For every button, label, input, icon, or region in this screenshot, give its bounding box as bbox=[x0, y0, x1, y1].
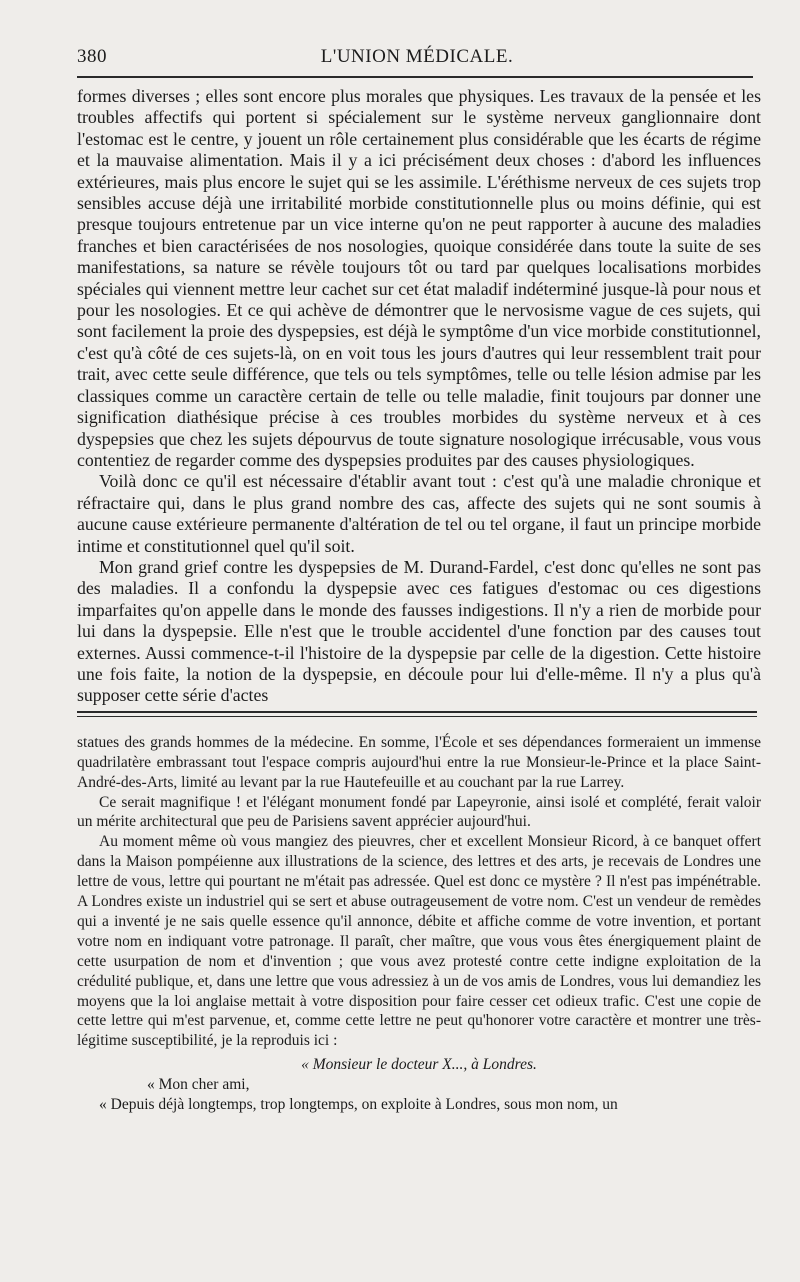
footnote-separator-rule bbox=[77, 711, 757, 717]
main-text bbox=[77, 86, 761, 707]
running-title: L'UNION MÉDICALE. bbox=[320, 46, 514, 67]
letter-body: « Depuis déjà longtemps, trop longtemps, on exploite à Londres, sous mon nom, un bbox=[99, 1096, 618, 1114]
main-paragraph: Mon grand grief contre les dyspepsies de M. Durand-Fardel, c'est donc qu'elles ne sont pas des maladies. Il a confondu la dyspepsie avec ces fatigues d'estomac ou ces digestions imparfaites qu'on appelle dans le monde des fausses indigestions. Il n'y a rien de morbide pour lui dans la dyspepsie. Elle n'est que le trouble accidentel d'une fonction par des causes tout externes. Aussi commence-t-il l'histoire de la dyspepsie par celle de la digestion. Cette histoire une fois faite, la notion de la dyspepsie, en découle pour lui d'elle-même. Il n'y a plus qu'à supposer cette série d'actes bbox=[77, 556, 761, 706]
footnote-text bbox=[77, 733, 761, 1115]
page-number: 380 bbox=[77, 46, 107, 67]
letter-address: « Monsieur le docteur X..., à Londres. bbox=[301, 1056, 537, 1074]
footnote-paragraph: Ce serait magnifique ! et l'élégant monument fondé par Lapeyronie, ainsi isolé et complété, ferait valoir un mérite architectural que peu de Parisiens savent apprécier aujourd'hui. bbox=[77, 793, 761, 831]
main-paragraph: formes diverses ; elles sont encore plus morales que physiques. Les travaux de la pensée et les troubles affectifs qui portent si spécialement sur le système nerveux ganglionnaire dont l'estomac est le centre, y jouent un rôle certainement plus considérable que les écarts de régime et la mauvaise alimentation. Mais il y a ici précisément deux choses : d'abord les influences extérieures, mais plus encore le sujet qui se les assimile. L'éréthisme nerveux de ces sujets trop sensibles accuse déjà une irritabilité morbide constitutionnelle plus ou moins définie, qui est presque toujours entretenue par un vice interne qu'on ne peut rapporter à aucune des maladies franches et bien caractérisées de nos nosologies, quoique considérée dans toute la suite de ses manifestations, sa nature se révèle toujours tôt ou tard par quelques localisations morbides spéciales qui viennent mettre leur cachet sur cet état maladif indéterminé jusque-là pour nous et pour les nosologies. Et ce qui achève de démontrer que le nervosisme vague de ces sujets, qui sont facilement la proie des dyspepsies, est déjà le symptôme d'un vice morbide constitutionnel, c'est qu'à côté de ces sujets-là, on en voit tous les jours d'autres qui leur ressemblent trait pour trait, avec cette seule différence, que tels ou tels symptômes, telle ou telle lésion admise par les classiques comme un caractère certain de telle ou telle maladie, finit toujours par donner une signification diathésique précise à ces troubles morbides du système nerveux et à ces dyspepsies que chez les sujets dépourvus de toute signature nosologique irrécusable, vous vous contentiez de regarder comme des dyspepsies produites par des causes physiologiques. bbox=[77, 86, 761, 470]
main-paragraph: Voilà donc ce qu'il est nécessaire d'établir avant tout : c'est qu'à une maladie chronique et réfractaire qui, dans le plus grand nombre des cas, affecte des sujets qui ne sont soumis à aucune cause extérieure permanente d'altération de tel ou tel organe, il faut un principe morbide intime et constitutionnel quel qu'il soit. bbox=[77, 471, 761, 556]
header-rule bbox=[77, 76, 753, 78]
footnote-paragraph: statues des grands hommes de la médecine. En somme, l'École et ses dépendances formeraient un immense quadrilatère embrassant tout l'espace compris aujourd'hui entre la rue Monsieur-le-Prince et la place Saint-André-des-Arts, limité au levant par la rue Hautefeuille et au couchant par la rue Larrey. bbox=[77, 733, 761, 791]
letter-greeting: « Mon cher ami, bbox=[147, 1076, 250, 1094]
footnote-paragraph: Au moment même où vous mangiez des pieuvres, cher et excellent Monsieur Ricord, à ce banquet offert dans la Maison pompéienne aux illustrations de la science, des lettres et des arts, je recevais de Londres une lettre de vous, lettre qui pourtant ne m'était pas adressée. Quel est donc ce mystère ? Il n'est pas impénétrable. A Londres existe un industriel qui se sert et abuse outrageusement de votre nom. C'est un vendeur de remèdes qui a inventé je ne sais quelle essence qu'il annonce, débite et affiche comme de votre invention, et portant votre nom en indiquant votre patronage. Il paraît, cher maître, que vous vous êtes énergiquement plaint de cette usurpation de nom et d'invention ; que vous avez protesté contre cette indigne exploitation de la crédulité publique, et, dans une lettre que vous adressiez à un de vos amis de Londres, vous lui demandiez les moyens que la loi anglaise mettait à votre disposition pour faire cesser cet odieux trafic. C'est une copie de cette lettre qui m'est parvenue, et, comme cette lettre ne peut qu'honorer votre caractère et montrer une très-légitime susceptibilité, je la reproduis ici : bbox=[77, 833, 761, 1050]
page-header bbox=[77, 44, 757, 74]
